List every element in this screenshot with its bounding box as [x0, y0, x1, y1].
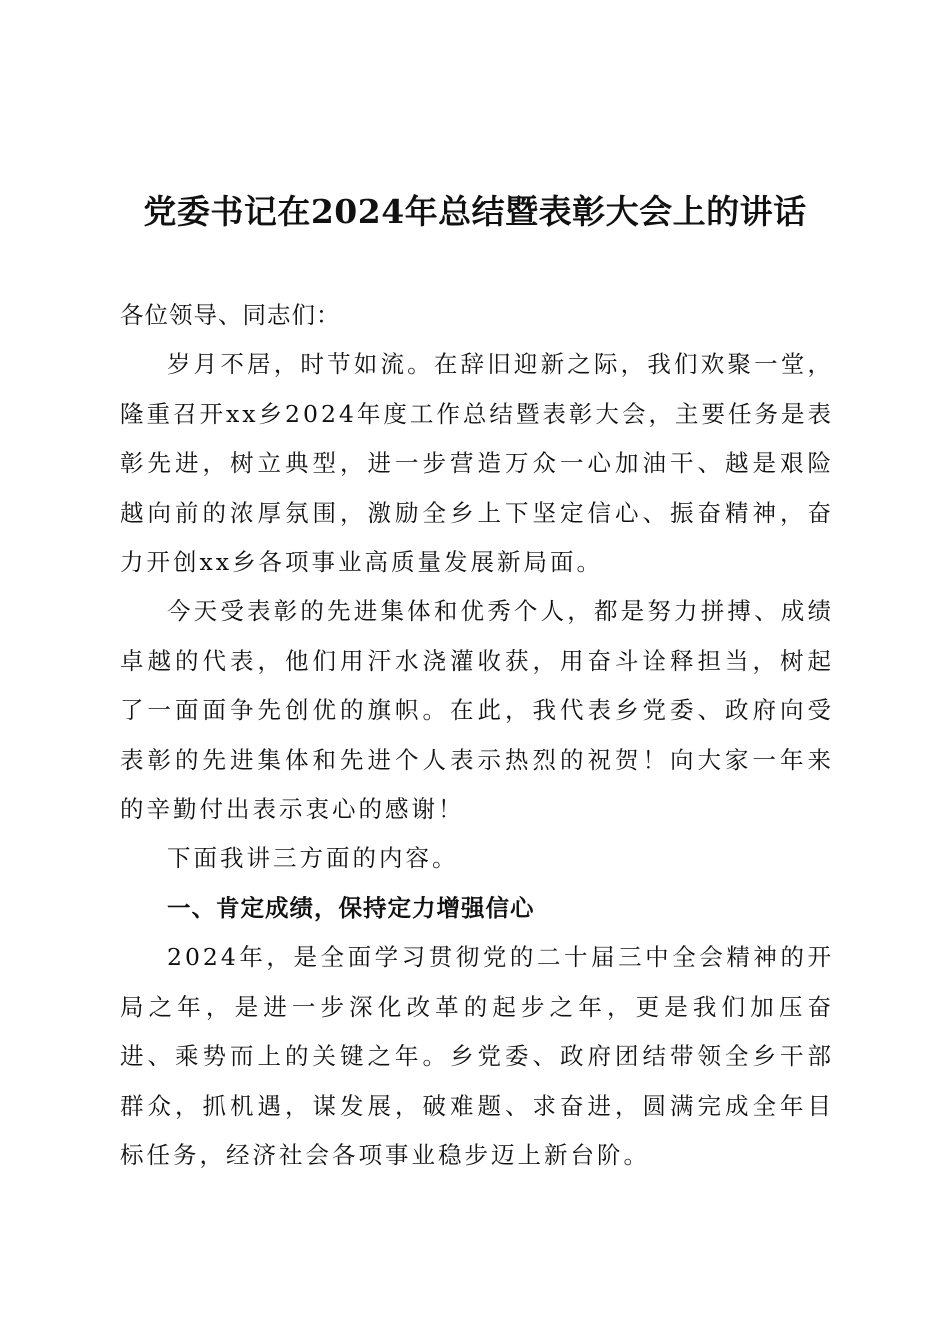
paragraph-commendation: 今天受表彰的先进集体和优秀个人，都是努力拼搏、成绩卓越的代表，他们用汗水浇灌收获，用奋斗诠释担当，树起了一面面争先创优的旗帜。在此，我代表乡党委、政府向受表彰的先进集体和先进个人表示热烈的祝贺！向大家一年来的辛勤付出表示衷心的感谢！: [120, 597, 834, 824]
salutation: 各位领导、同志们：: [120, 301, 341, 329]
paragraph-opening: 岁月不居，时节如流。在辞旧迎新之际，我们欢聚一堂，隆重召开xx乡2024年度工作总结暨表彰大会，主要任务是表彰先进，树立典型，进一步营造万众一心加油干、越是艰险越向前的浓厚氛围，激励全乡上下坚定信心、振奋精神，奋力开创xx乡各项事业高质量发展新局面。: [120, 350, 834, 577]
paragraph-achievements: 2024年，是全面学习贯彻党的二十届三中全会精神的开局之年，是进一步深化改革的起步之年，更是我们加压奋进、乘势而上的关键之年。乡党委、政府团结带领全乡干部群众，抓机遇，谋发展，破难题、求奋进，圆满完成全年目标任务，经济社会各项事业稳步迈上新台阶。: [120, 943, 834, 1169]
paragraph-outline: 下面我讲三方面的内容。: [167, 844, 459, 873]
section-heading: 一、肯定成绩，保持定力增强信心: [167, 893, 535, 922]
document-title: 党委书记在2024年总结暨表彰大会上的讲话: [143, 192, 807, 231]
document-body: [120, 291, 834, 1180]
